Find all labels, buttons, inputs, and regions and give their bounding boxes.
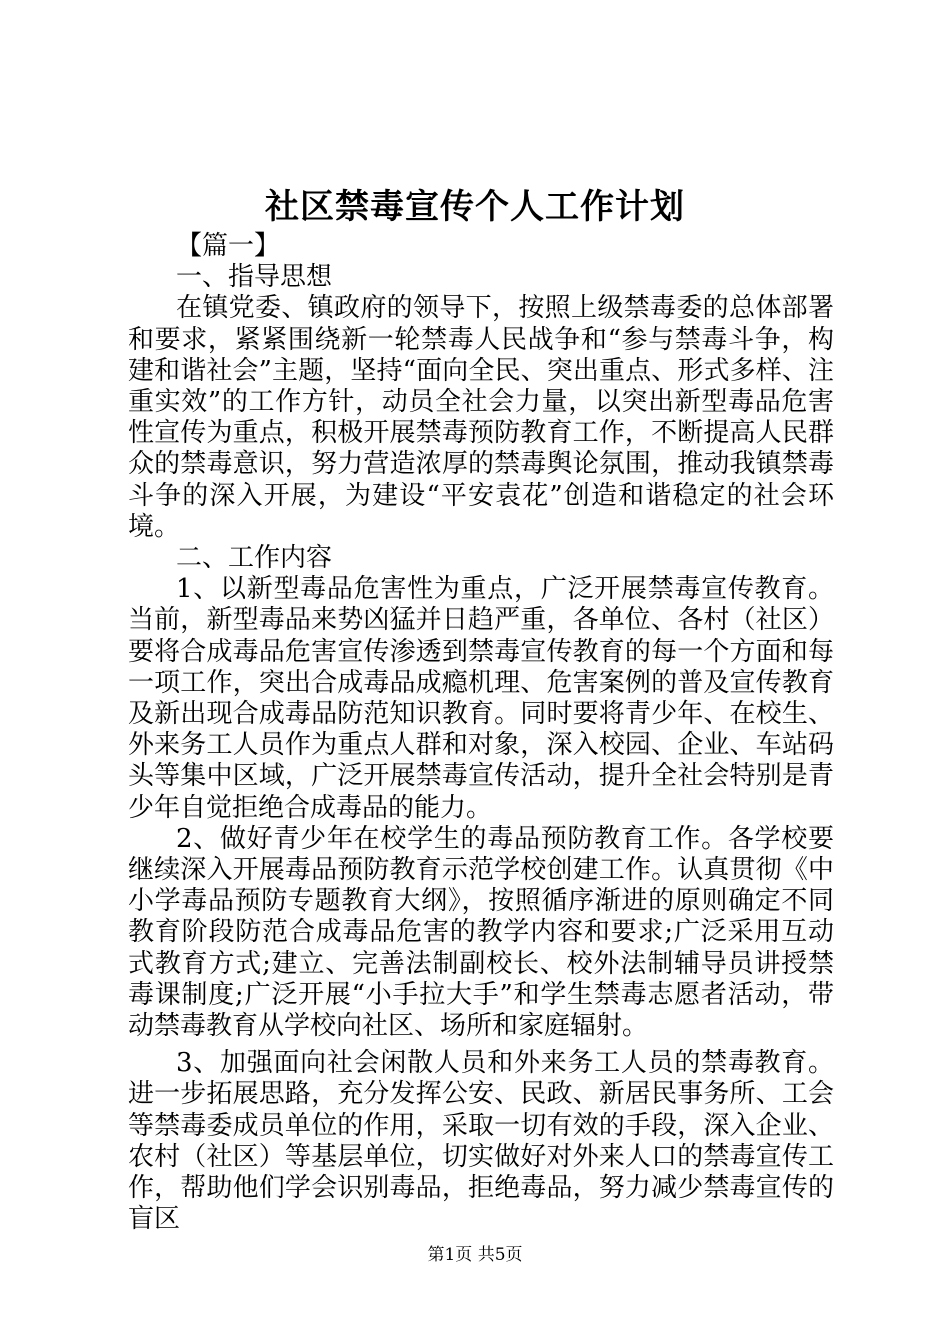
paragraph-item-2: 2、做好青少年在校学生的毒品预防教育工作。各学校要继续深入开展毒品预防教育示范学校创建工作。认真贯彻《中小学毒品预防专题教育大纲》，按照循序渐进的原则确定不同教育阶段防范合成毒品危害的教学内容和要求;广泛采用互动式教育方式;建立、完善法制副校长、校外法制辅导员讲授禁毒课制度;广泛开展“小手拉大手”和学生禁毒志愿者活动，带动禁毒教育从学校向社区、场所和家庭辐射。 — [128, 823, 834, 1042]
paragraph-item-3: 3、加强面向社会闲散人员和外来务工人员的禁毒教育。进一步拓展思路，充分发挥公安、民政、新居民事务所、工会等禁毒委成员单位的作用，采取一切有效的手段，深入企业、农村（社区）等基层单位，切实做好对外来人口的禁毒宣传工作，帮助他们学会识别毒品，拒绝毒品，努力减少禁毒宣传的盲区 — [128, 1048, 834, 1235]
heading-work-content: 二、工作内容 — [176, 543, 333, 574]
paragraph-guiding-ideology: 在镇党委、镇政府的领导下，按照上级禁毒委的总体部署和要求，紧紧围绕新一轮禁毒人民战争和“参与禁毒斗争，构建和谐社会”主题，坚持“面向全民、突出重点、形式多样、注重实效”的工作方针，动员全社会力量，以突出新型毒品危害性宣传为重点，积极开展禁毒预防教育工作，不断提高人民群众的禁毒意识，努力营造浓厚的禁毒舆论氛围，推动我镇禁毒斗争的深入开展，为建设“平安袁花”创造和谐稳定的社会环境。 — [128, 293, 834, 542]
document-body — [128, 231, 834, 1236]
document-title: 社区禁毒宣传个人工作计划 — [265, 187, 685, 227]
paragraph-item-1: 1、以新型毒品危害性为重点，广泛开展禁毒宣传教育。当前，新型毒品来势凶猛并日趋严重，各单位、各村（社区）要将合成毒品危害宣传渗透到禁毒宣传教育的每一个方面和每一项工作，突出合成毒品成瘾机理、危害案例的普及宣传教育及新出现合成毒品防范知识教育。同时要将青少年、在校生、外来务工人员作为重点人群和对象，深入校园、企业、车站码头等集中区域，广泛开展禁毒宣传活动，提升全社会特别是青少年自觉拒绝合成毒品的能力。 — [128, 574, 834, 823]
page-footer: 第1页 共5页 — [427, 1245, 523, 1265]
section-label: 【篇一】 — [176, 231, 281, 261]
heading-guiding-ideology: 一、指导思想 — [176, 262, 333, 293]
